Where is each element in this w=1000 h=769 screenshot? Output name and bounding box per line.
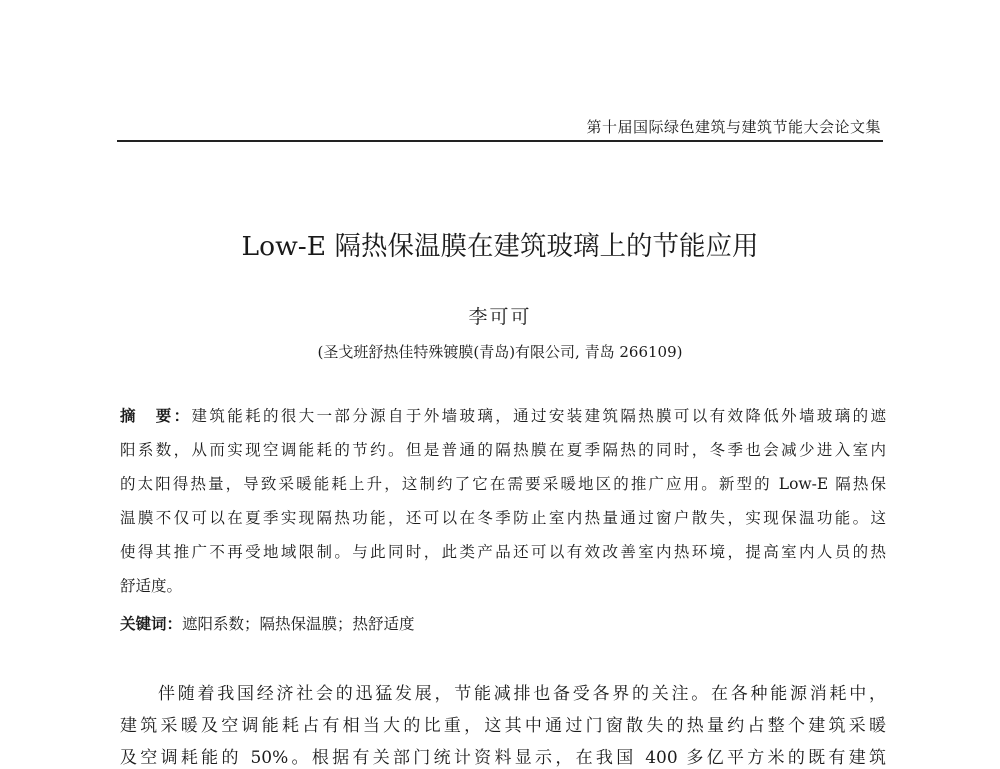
body-paragraph-line: 伴随着我国经济社会的迅猛发展，节能减排也备受各界的关注。在各种能源消耗中， [158, 684, 886, 704]
keywords [120, 614, 415, 634]
abstract-line: 的太阳得热量，导致采暖能耗上升，这制约了它在需要采暖地区的推广应用。新型的 Low-E 隔热保 [120, 475, 886, 493]
abstract-line: 阳系数，从而实现空调能耗的节约。但是普通的隔热膜在夏季隔热的同时，冬季也会减少进入室内 [120, 441, 886, 459]
keywords-text: 遮阳系数；隔热保温膜；热舒适度 [182, 615, 415, 633]
author-affiliation: (圣戈班舒热佳特殊镀膜(青岛)有限公司, 青岛 266109) [317, 343, 683, 361]
abstract-label: 摘 要： [120, 407, 192, 425]
paper-title: Low-E 隔热保温膜在建筑玻璃上的节能应用 [241, 231, 759, 262]
body-paragraph-line: 建筑采暖及空调能耗占有相当大的比重，这其中通过门窗散失的热量约占整个建筑采暖 [120, 716, 886, 736]
abstract-line [120, 406, 886, 426]
keywords-label: 关键词： [120, 615, 183, 633]
author-name: 李可可 [468, 306, 532, 328]
abstract-line: 舒适度。 [120, 577, 183, 595]
abstract-line: 使得其推广不再受地域限制。与此同时，此类产品还可以有效改善室内热环境，提高室内人员的热 [120, 543, 886, 561]
abstract-text: 建筑能耗的很大一部分源自于外墙玻璃，通过安装建筑隔热膜可以有效降低外墙玻璃的遮 [191, 407, 886, 425]
body-paragraph-line: 及空调耗能的 50%。根据有关部门统计资料显示，在我国 400 多亿平方米的既有建筑 [120, 748, 886, 768]
abstract-line: 温膜不仅可以在夏季实现隔热功能，还可以在冬季防止室内热量通过窗户散失，实现保温功能。这 [120, 509, 886, 527]
running-header-title: 第十届国际绿色建筑与建筑节能大会论文集 [586, 118, 881, 136]
running-header [117, 106, 883, 142]
